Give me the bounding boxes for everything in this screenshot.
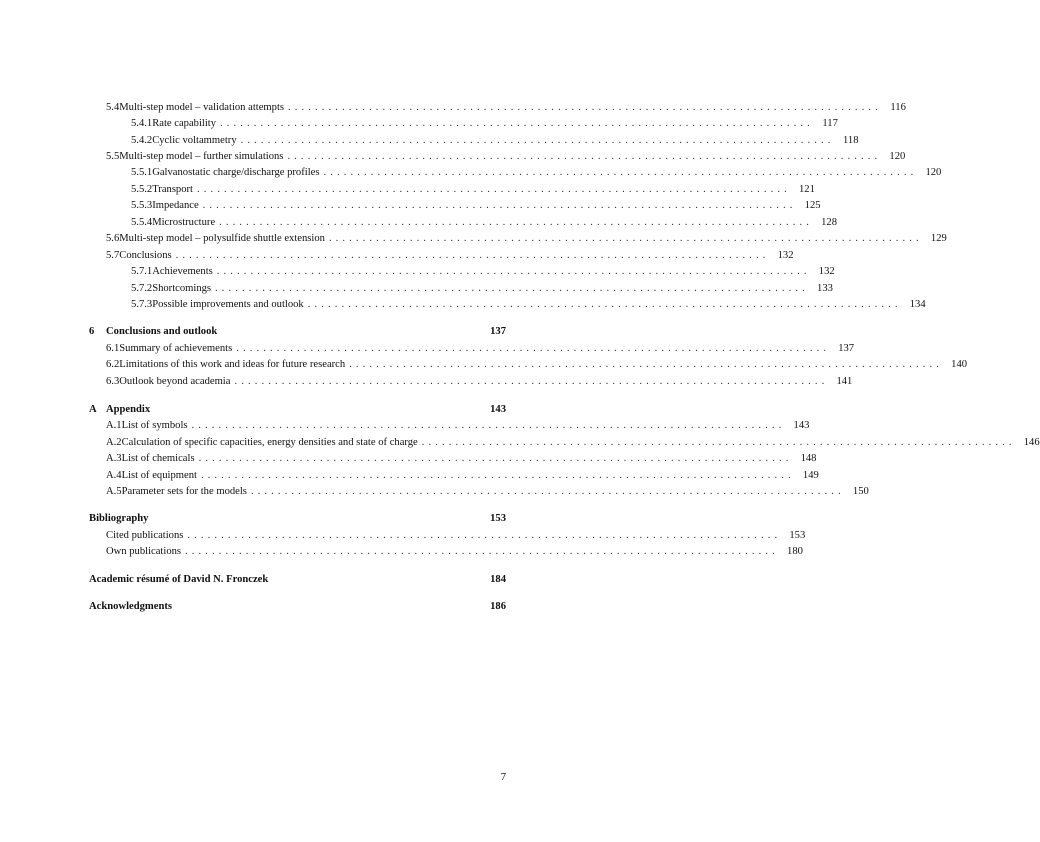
toc-entry-page: 137 [490, 326, 506, 337]
toc-entry-number: 5.5.4 [131, 217, 153, 228]
toc-entry-number: 6.3 [106, 376, 120, 387]
dot-leader: ........................................................................................ [197, 184, 791, 195]
toc-entry-number: 5.5.2 [131, 184, 153, 195]
toc-entry-title: Achievements [152, 266, 213, 277]
toc-chapter [89, 573, 506, 587]
toc-entry-title: Appendix [106, 404, 151, 415]
toc-entry-number: 5.5.3 [131, 200, 153, 211]
toc-entry-number: A.2 [106, 437, 122, 448]
toc-entry-page: 143 [793, 420, 810, 431]
dot-leader: ........................................................................................ [240, 135, 835, 146]
toc-entry-page: 118 [843, 135, 859, 146]
toc-entry [106, 529, 806, 543]
toc-entry-number: 5.7 [106, 250, 120, 261]
toc-entry-title: Own publications [106, 546, 182, 557]
toc-entry-page: 180 [787, 546, 803, 557]
toc-entry-number: 5.7.3 [131, 299, 153, 310]
toc-entry-page: 143 [490, 404, 506, 415]
toc-entry [106, 469, 819, 483]
toc-entry-title: Rate capability [152, 118, 217, 129]
toc-entry-title: Multi-step model – validation attempts [119, 102, 285, 113]
toc-entry [131, 298, 926, 312]
toc-entry [106, 436, 1040, 450]
toc-entry-page: 140 [951, 359, 968, 370]
dot-leader: ........................................................................................ [216, 266, 811, 277]
toc-entry-title: Impedance [152, 200, 199, 211]
toc-chapter [89, 512, 506, 526]
toc-entry-page: 117 [822, 118, 838, 129]
toc-entry [131, 166, 942, 180]
dot-leader: ........................................................................................ [202, 200, 797, 211]
toc-entry-title: Conclusions and outlook [106, 326, 218, 337]
toc-entry [106, 419, 810, 433]
toc-entry-number: 5.7.1 [131, 266, 153, 277]
toc-entry-title: Cyclic voltammetry [152, 135, 237, 146]
dot-leader: ........................................................................................ [287, 151, 882, 162]
toc-entry-title: Acknowledgments [89, 601, 172, 612]
toc-entry [106, 101, 906, 115]
page-number: 7 [500, 772, 506, 783]
toc-entry-page: 133 [817, 283, 833, 294]
toc-entry [131, 265, 835, 279]
toc-entry-title: Conclusions [119, 250, 172, 261]
toc-entry [106, 150, 906, 164]
toc-entry [131, 216, 838, 230]
toc-entry-number: 5.7.2 [131, 283, 153, 294]
toc-entry-title: List of equipment [121, 470, 197, 481]
toc-entry [106, 249, 794, 263]
toc-entry-number: 5.5 [106, 151, 120, 162]
toc-entry-number: A.4 [106, 470, 122, 481]
toc-entry-number: 5.4 [106, 102, 120, 113]
dot-leader: ........................................................................................ [220, 118, 814, 129]
dot-leader: ........................................................................................ [349, 359, 944, 370]
toc-entry-page: 128 [821, 217, 838, 228]
toc-entry-title: List of chemicals [121, 453, 195, 464]
dot-leader: ........................................................................................ [421, 437, 1016, 448]
toc-entry-page: 153 [789, 530, 806, 541]
toc-entry [106, 232, 947, 246]
toc-entry-page: 153 [490, 513, 506, 524]
toc-entry-number: A.3 [106, 453, 122, 464]
toc-entry-page: 186 [490, 601, 506, 612]
toc-entry-number: 6.2 [106, 359, 120, 370]
toc-entry [131, 134, 859, 148]
toc-entry-title: Calculation of specific capacities, energy densities and state of charge [121, 437, 418, 448]
toc-entry-number: 6 [89, 326, 95, 337]
toc-entry-title: List of symbols [121, 420, 188, 431]
toc-entry [106, 358, 968, 372]
toc-entry-page: 120 [889, 151, 906, 162]
toc-entry [106, 342, 855, 356]
toc-entry-title: Outlook beyond academia [119, 376, 231, 387]
dot-leader: ........................................................................................ [250, 486, 845, 497]
toc-entry-number: 5.6 [106, 233, 120, 244]
toc-entry [106, 545, 803, 559]
dot-leader: ........................................................................................ [191, 420, 786, 431]
toc-entry-page: 116 [890, 102, 906, 113]
toc-entry-page: 141 [836, 376, 853, 387]
dot-leader: ........................................................................................ [187, 530, 782, 541]
toc-entry-number: 5.4.1 [131, 118, 153, 129]
toc-entry-page: 132 [777, 250, 794, 261]
toc-entry [131, 183, 815, 197]
toc-entry-number: A [89, 404, 97, 415]
toc-entry-title: Summary of achievements [119, 343, 233, 354]
toc-entry-title: Possible improvements and outlook [152, 299, 304, 310]
toc-entry [131, 199, 821, 213]
toc-entry-page: 149 [802, 470, 819, 481]
toc-entry-title: Microstructure [152, 217, 216, 228]
toc-entry-number: A.5 [106, 486, 122, 497]
toc-chapter [89, 325, 506, 339]
toc-entry-title: Multi-step model – further simulations [119, 151, 284, 162]
dot-leader: ........................................................................................ [236, 343, 831, 354]
dot-leader: ........................................................................................ [328, 233, 923, 244]
dot-leader: ........................................................................................ [198, 453, 793, 464]
toc-entry-title: Shortcomings [152, 283, 212, 294]
dot-leader: ........................................................................................ [234, 376, 829, 387]
toc-entry-title: Parameter sets for the models [121, 486, 247, 497]
dot-leader: ........................................................................................ [185, 546, 779, 557]
dot-leader: ........................................................................................ [215, 283, 809, 294]
toc-entry [106, 485, 869, 499]
toc-entry-title: Cited publications [106, 530, 184, 541]
toc-entry [131, 282, 833, 296]
toc-entry-page: 134 [909, 299, 926, 310]
toc-entry-page: 146 [1023, 437, 1040, 448]
toc-entry [106, 452, 817, 466]
toc-entry-page: 184 [490, 574, 506, 585]
toc-entry-page: 137 [838, 343, 855, 354]
toc-entry-page: 129 [930, 233, 947, 244]
dot-leader: ........................................................................................ [307, 299, 902, 310]
toc-chapter [89, 403, 506, 417]
toc-chapter [89, 600, 506, 614]
toc-entry-title: Multi-step model – polysulfide shuttle extension [119, 233, 325, 244]
toc-entry-page: 120 [925, 167, 942, 178]
toc-entry [106, 375, 853, 389]
toc-entry-title: Academic résumé of David N. Fronczek [89, 574, 269, 585]
toc-entry-title: Bibliography [89, 513, 149, 524]
dot-leader: ........................................................................................ [175, 250, 770, 261]
toc-entry-title: Galvanostatic charge/discharge profiles [152, 167, 320, 178]
toc-entry [131, 117, 838, 131]
dot-leader: ........................................................................................ [323, 167, 918, 178]
toc-entry-page: 150 [852, 486, 869, 497]
toc-entry-title: Transport [152, 184, 194, 195]
toc-entry-page: 132 [818, 266, 835, 277]
toc-entry-number: A.1 [106, 420, 122, 431]
toc-entry-page: 125 [804, 200, 821, 211]
toc-entry-number: 5.5.1 [131, 167, 153, 178]
toc-entry-number: 6.1 [106, 343, 120, 354]
dot-leader: ........................................................................................ [288, 102, 882, 113]
toc-entry-number: 5.4.2 [131, 135, 153, 146]
dot-leader: ........................................................................................ [200, 470, 795, 481]
dot-leader: ........................................................................................ [219, 217, 814, 228]
toc-entry-title: Limitations of this work and ideas for future research [119, 359, 346, 370]
toc-entry-page: 121 [799, 184, 815, 195]
toc-entry-page: 148 [800, 453, 817, 464]
